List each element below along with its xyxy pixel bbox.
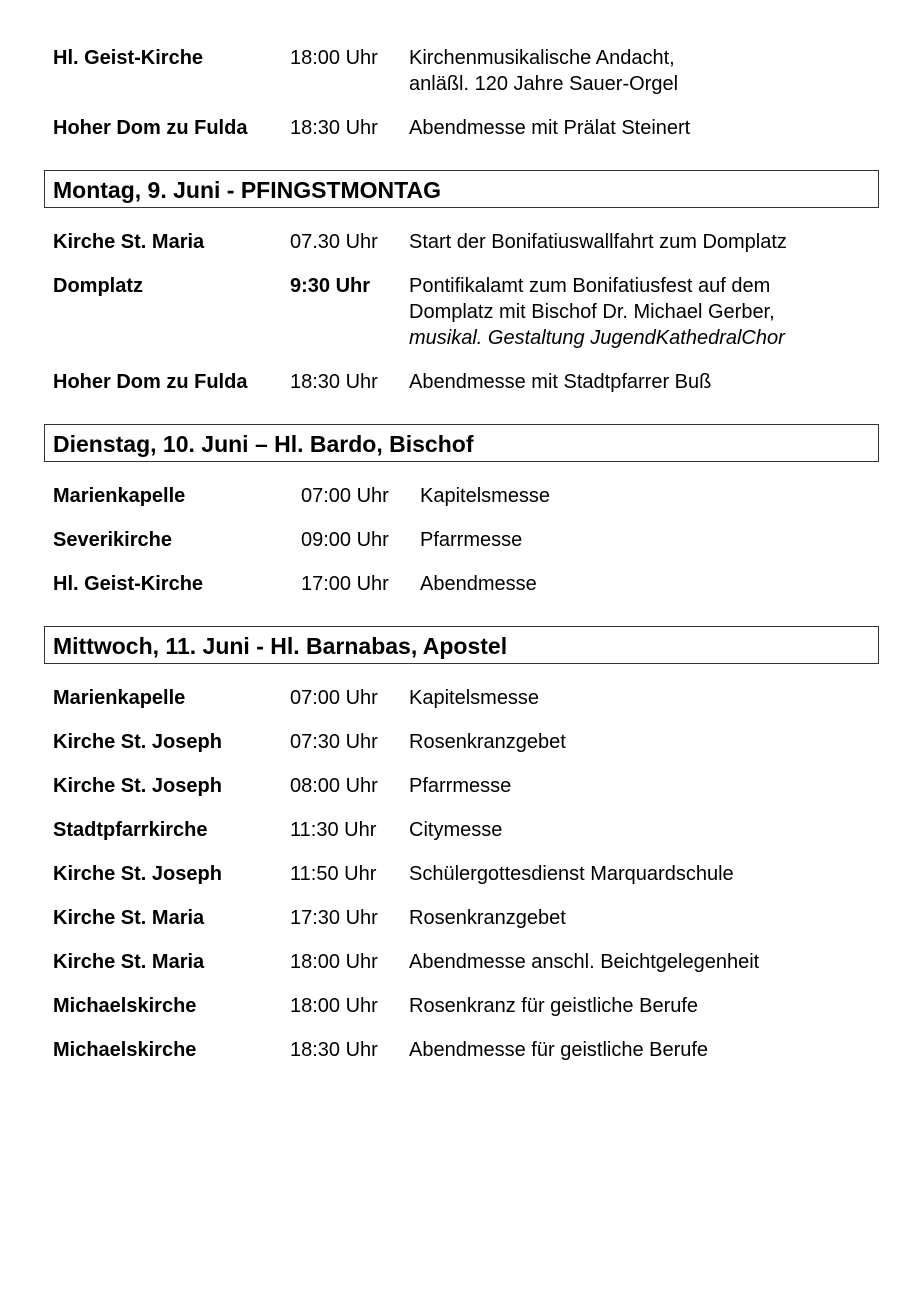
- entry-location: Hoher Dom zu Fulda: [53, 117, 248, 139]
- entry-description-line: Pfarrmesse: [409, 775, 512, 797]
- entry-description: [409, 949, 759, 975]
- entry-location: Marienkapelle: [53, 485, 186, 507]
- entry-description: [409, 993, 698, 1019]
- entry-description: [409, 729, 566, 755]
- entry-description: [409, 229, 787, 255]
- entry-description: [409, 685, 539, 711]
- entry-description: [409, 1037, 708, 1063]
- entry-time: 18:00 Uhr: [290, 47, 378, 69]
- day-heading: Dienstag, 10. Juni – Hl. Bardo, Bischof: [53, 431, 474, 457]
- entry-description: [409, 115, 690, 141]
- entry-description-line: Domplatz mit Bischof Dr. Michael Gerber,: [409, 301, 775, 323]
- entry-time: 18:30 Uhr: [290, 371, 378, 393]
- entry-time: 07:00 Uhr: [301, 485, 389, 507]
- entry-description: [409, 905, 566, 931]
- entry-description-line: Rosenkranzgebet: [409, 907, 566, 929]
- day-heading: Montag, 9. Juni - PFINGSTMONTAG: [53, 177, 442, 203]
- entry-description: [420, 527, 522, 553]
- entry-location: Hl. Geist-Kirche: [53, 47, 204, 69]
- entry-time: 18:30 Uhr: [290, 1039, 378, 1061]
- entry-time: 08:00 Uhr: [290, 775, 378, 797]
- entry-description: [420, 571, 537, 597]
- entry-location: Kirche St. Joseph: [53, 775, 222, 797]
- entry-description-line: Pontifikalamt zum Bonifatiusfest auf dem: [409, 275, 771, 297]
- day-heading: Mittwoch, 11. Juni - Hl. Barnabas, Apostel: [53, 633, 508, 659]
- entry-location: Kirche St. Maria: [53, 951, 205, 973]
- entry-description: [409, 817, 502, 843]
- entry-description-line: Abendmesse mit Prälat Steinert: [409, 117, 691, 139]
- entry-time: 18:00 Uhr: [290, 995, 378, 1017]
- entry-description-line: Abendmesse mit Stadtpfarrer Buß: [409, 371, 712, 393]
- entry-description-line: Rosenkranz für geistliche Berufe: [409, 995, 699, 1017]
- entry-location: Hoher Dom zu Fulda: [53, 371, 248, 393]
- entry-description-line: Kapitelsmesse: [409, 687, 540, 709]
- entry-location: Michaelskirche: [53, 995, 197, 1017]
- entry-time: 18:30 Uhr: [290, 117, 378, 139]
- entry-time: 07.30 Uhr: [290, 231, 378, 253]
- entry-description-line: Abendmesse: [420, 573, 537, 595]
- entry-location: Kirche St. Maria: [53, 907, 205, 929]
- entry-description-line: anläßl. 120 Jahre Sauer-Orgel: [409, 73, 679, 95]
- entry-location: Severikirche: [53, 529, 172, 551]
- entry-location: Stadtpfarrkirche: [53, 819, 208, 841]
- entry-location: Marienkapelle: [53, 687, 186, 709]
- entry-description-line: musikal. Gestaltung JugendKathedralChor: [409, 327, 785, 349]
- entry-description-line: Abendmesse für geistliche Berufe: [409, 1039, 709, 1061]
- entry-time: 09:00 Uhr: [301, 529, 389, 551]
- entry-time: 18:00 Uhr: [290, 951, 378, 973]
- day-heading-box: [44, 626, 879, 664]
- entry-description-line: Kapitelsmesse: [420, 485, 551, 507]
- entry-time: 17:30 Uhr: [290, 907, 378, 929]
- entry-description: [409, 45, 678, 97]
- entry-location: Kirche St. Joseph: [53, 731, 222, 753]
- entry-time: 07:30 Uhr: [290, 731, 378, 753]
- entry-description-line: Schülergottesdienst Marquardschule: [409, 863, 734, 885]
- entry-description: [409, 369, 711, 395]
- entry-description: [409, 773, 511, 799]
- entry-description-line: Abendmesse anschl. Beichtgelegenheit: [409, 951, 760, 973]
- entry-description-line: Start der Bonifatiuswallfahrt zum Domplatz: [409, 231, 787, 253]
- entry-time: 07:00 Uhr: [290, 687, 378, 709]
- entry-time: 11:50 Uhr: [290, 863, 377, 885]
- entry-description-line: Kirchenmusikalische Andacht,: [409, 47, 675, 69]
- entry-location: Hl. Geist-Kirche: [53, 573, 204, 595]
- entry-location: Kirche St. Joseph: [53, 863, 222, 885]
- entry-description-line: Citymesse: [409, 819, 503, 841]
- entry-description: [420, 483, 550, 509]
- entry-location: Michaelskirche: [53, 1039, 197, 1061]
- entry-description-line: Pfarrmesse: [420, 529, 523, 551]
- entry-description-line: Rosenkranzgebet: [409, 731, 566, 753]
- entry-location: Kirche St. Maria: [53, 231, 205, 253]
- day-heading-box: [44, 424, 879, 462]
- entry-description: [409, 273, 785, 351]
- entry-location: Domplatz: [53, 275, 143, 297]
- entry-time: 9:30 Uhr: [290, 275, 371, 297]
- entry-description: [409, 861, 734, 887]
- day-heading-box: [44, 170, 879, 208]
- entry-time: 11:30 Uhr: [290, 819, 377, 841]
- entry-time: 17:00 Uhr: [301, 573, 389, 595]
